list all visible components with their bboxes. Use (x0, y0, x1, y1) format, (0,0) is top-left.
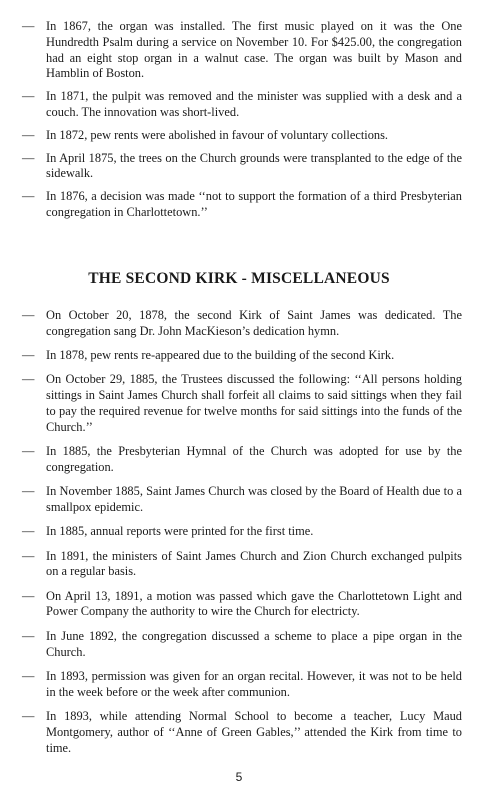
entry-text: In 1893, permission was given for an organ recital. However, it was not to be held in the week before or the week after communion. (46, 668, 462, 699)
dash-bullet: — (22, 444, 35, 459)
dash-bullet: — (22, 372, 35, 387)
entry-text: In 1891, the ministers of Saint James Church and Zion Church exchanged pulpits on a regular basis. (46, 548, 462, 579)
entry-text: In 1876, a decision was made ‘‘not to support the formation of a third Presbyterian congregation in Charlottetown.’’ (46, 189, 462, 219)
dash-bullet: — (22, 308, 35, 322)
dash-bullet: — (22, 189, 35, 204)
dash-bullet: — (22, 588, 35, 603)
dash-bullet: — (22, 89, 35, 104)
list-item (22, 589, 462, 621)
list-item (22, 629, 462, 661)
entry-text: In November 1885, Saint James Church was closed by the Board of Health due to a smallpox epidemic. (46, 484, 462, 514)
list-item (22, 669, 462, 701)
list-item (22, 484, 462, 516)
entry-text: In June 1892, the congregation discussed a scheme to place a pipe organ in the Church. (46, 628, 462, 659)
dash-bullet: — (22, 668, 35, 683)
entry-text: In 1867, the organ was installed. The first music played on it was the One Hundredth Psalm during a service on November 10. For $425.00, the congregation had an eight stop organ in a walnut case. The organ was built by Mason and Hamblin of Boston. (46, 19, 462, 81)
entry-list-top (22, 19, 462, 228)
dash-bullet: — (22, 150, 35, 165)
entry-list-section (22, 308, 462, 765)
page-number: 5 (235, 770, 243, 784)
entry-text: On April 13, 1891, a motion was passed which gave the Charlottetown Light and Power Company the authority to wire the Church for electricty. (46, 588, 462, 619)
list-item (22, 189, 462, 221)
entry-text: On October 20, 1878, the second Kirk of Saint James was dedicated. The congregation sang Dr. John MacKieson’s dedication hymn. (46, 308, 462, 338)
dash-bullet: — (22, 19, 35, 33)
list-item (22, 19, 462, 82)
dash-bullet: — (22, 348, 35, 363)
list-item (22, 709, 462, 756)
list-item (22, 308, 462, 340)
list-item (22, 549, 462, 581)
entry-text: In 1893, while attending Normal School to become a teacher, Lucy Maud Montgomery, author of ‘‘Anne of Green Gables,’’ attended the Kirk from time to time. (46, 708, 462, 755)
dash-bullet: — (22, 548, 35, 563)
entry-text: In 1885, annual reports were printed for the first time. (46, 524, 314, 539)
list-item (22, 89, 462, 121)
dash-bullet: — (22, 524, 35, 539)
section-heading: THE SECOND KIRK - MISCELLANEOUS (88, 270, 390, 287)
dash-bullet: — (22, 127, 35, 142)
dash-bullet: — (22, 708, 35, 723)
entry-text: On October 29, 1885, the Trustees discussed the following: ‘‘All persons holding sittings in Saint James Church shall forfeit all claims to said sittings when they fail to pay the required revenue for twelve months for said sittings into the funds of the Church.’’ (46, 372, 462, 434)
entry-text: In April 1875, the trees on the Church grounds were transplanted to the edge of the sidewalk. (46, 150, 462, 181)
list-item (22, 151, 462, 183)
entry-text: In 1872, pew rents were abolished in favour of voluntary collections. (46, 127, 389, 142)
dash-bullet: — (22, 484, 35, 499)
list-item (22, 348, 462, 364)
entry-text: In 1885, the Presbyterian Hymnal of the Church was adopted for use by the congregation. (46, 444, 462, 474)
entry-text: In 1871, the pulpit was removed and the minister was supplied with a desk and a couch. The innovation was short-lived. (46, 89, 462, 119)
dash-bullet: — (22, 628, 35, 643)
list-item (22, 444, 462, 476)
list-item (22, 372, 462, 435)
list-item (22, 128, 462, 144)
list-item (22, 524, 462, 540)
entry-text: In 1878, pew rents re-appeared due to the building of the second Kirk. (46, 348, 395, 363)
